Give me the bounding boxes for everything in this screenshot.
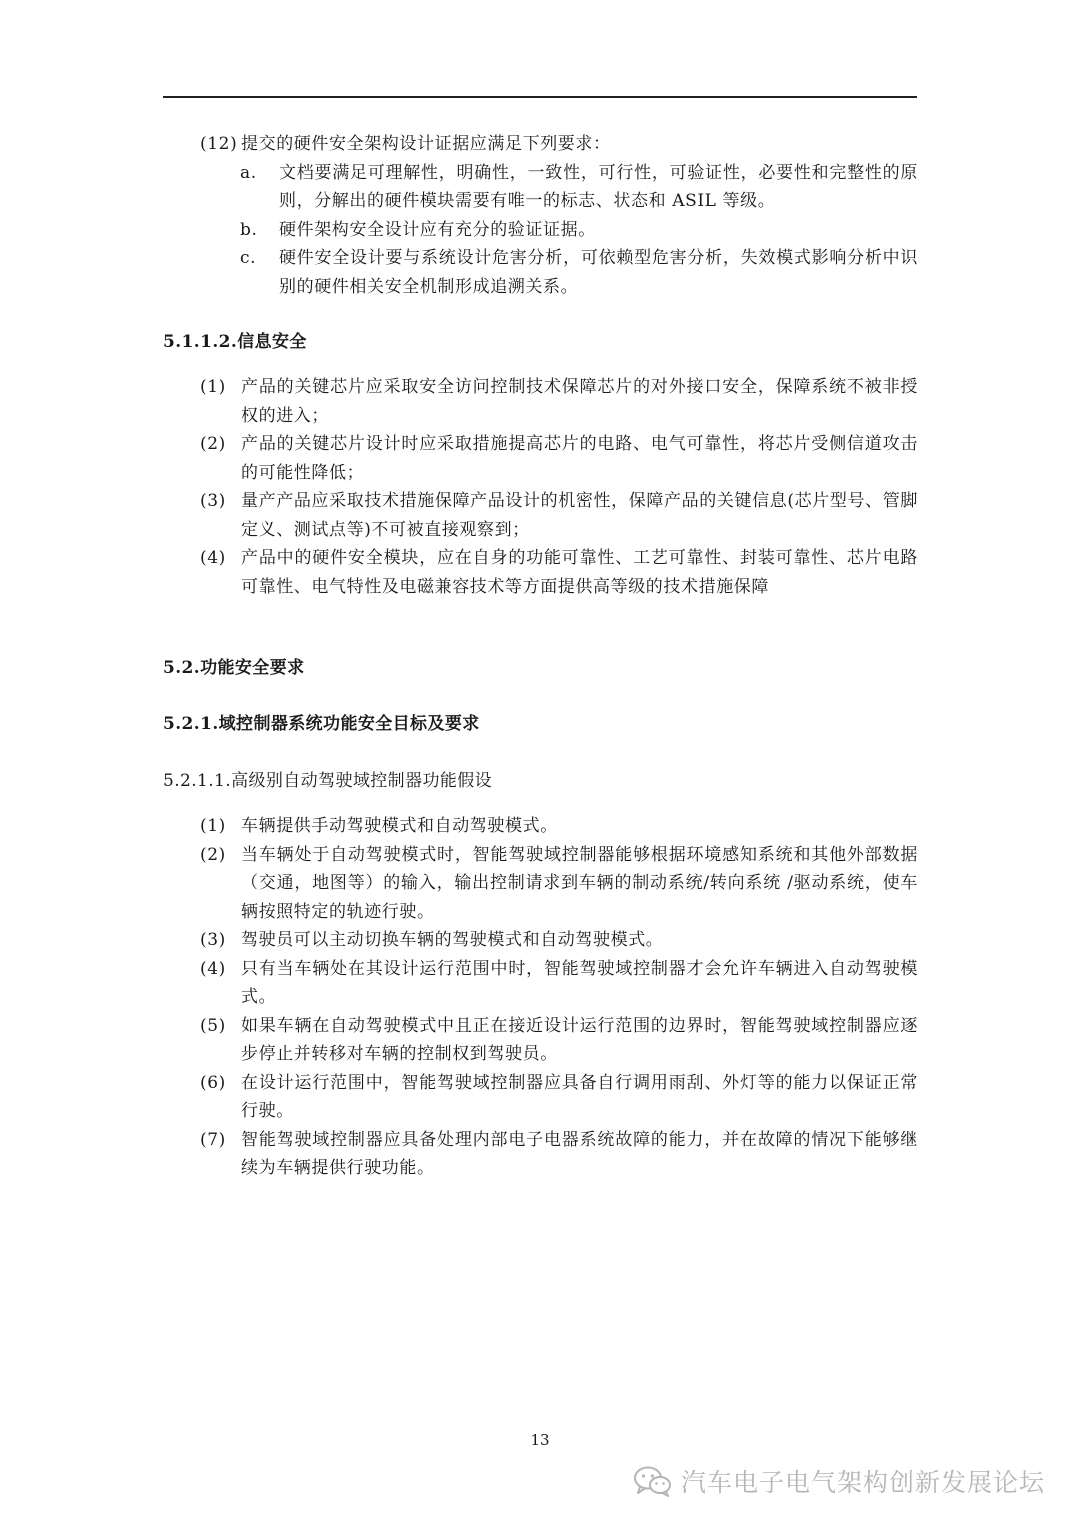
item-text: 产品的关键芯片应采取安全访问控制技术保障芯片的对外接口安全，保障系统不被非授权的进入； <box>241 377 918 426</box>
sub-item-b <box>163 216 918 245</box>
section-heading-52: 5.2.功能安全要求 <box>163 658 305 678</box>
item-text: 智能驾驶域控制器应具备处理内部电子电器系统故障的能力，并在故障的情况下能够继续为车辆提供行驶功能。 <box>241 1129 918 1178</box>
item-number: (1) <box>200 377 226 397</box>
item-number: (5) <box>200 1015 226 1036</box>
list-item <box>163 1126 918 1183</box>
watermark-text: 汽车电子电气架构创新发展论坛 <box>680 1468 1045 1497</box>
item-number: (3) <box>200 930 226 950</box>
list-item <box>163 1012 918 1069</box>
item-number: (4) <box>200 548 226 568</box>
item-number: (4) <box>200 958 226 979</box>
item-number: (7) <box>200 1129 226 1150</box>
list-item <box>163 430 918 487</box>
watermark <box>633 1463 1045 1499</box>
item-text: 提交的硬件安全架构设计证据应满足下列要求： <box>241 134 611 154</box>
item-text: 产品的关键芯片设计时应采取措施提高芯片的电路、电气可靠性，将芯片受侧信道攻击的可能性降低； <box>241 434 918 483</box>
sub-item-letter: a. <box>240 162 257 183</box>
list-item <box>163 812 918 841</box>
item-text: 驾驶员可以主动切换车辆的驾驶模式和自动驾驶模式。 <box>241 930 664 950</box>
list-item <box>163 1069 918 1126</box>
header-rule <box>163 96 917 98</box>
sub-item-c <box>163 244 918 301</box>
item-number: (2) <box>200 434 226 454</box>
sub-item-a <box>163 159 918 216</box>
wechat-icon <box>633 1465 673 1497</box>
item-number: (3) <box>200 491 226 511</box>
list-item-12 <box>163 130 918 159</box>
item-text: 车辆提供手动驾驶模式和自动驾驶模式。 <box>241 816 558 836</box>
list-item <box>163 544 918 601</box>
section-heading-5211: 5.2.1.1.高级别自动驾驶域控制器功能假设 <box>163 771 493 791</box>
item-text: 如果车辆在自动驾驶模式中且正在接近设计运行范围的边界时，智能驾驶域控制器应逐步停止并转移对车辆的控制权到驾驶员。 <box>241 1015 918 1064</box>
sub-item-letter: b. <box>240 219 258 240</box>
item-text: 只有当车辆处在其设计运行范围中时，智能驾驶域控制器才会允许车辆进入自动驾驶模式。 <box>241 958 918 1007</box>
sub-item-letter: c. <box>240 248 257 268</box>
page-number: 13 <box>530 1431 550 1449</box>
item-text: 当车辆处于自动驾驶模式时，智能驾驶域控制器能够根据环境感知系统和其他外部数据（交通，地图等）的输入，输出控制请求到车辆的制动系统/转向系统 /驱动系统，使车辆按照特定的轨迹行驶。 <box>241 844 918 922</box>
sub-item-text: 文档要满足可理解性，明确性，一致性，可行性，可验证性，必要性和完整性的原则，分解出的硬件模块需要有唯一的标志、状态和 ASIL 等级。 <box>279 162 918 211</box>
section-heading-521: 5.2.1.域控制器系统功能安全目标及要求 <box>163 714 480 734</box>
item-number: (1) <box>200 816 226 836</box>
list-item <box>163 487 918 544</box>
list-item <box>163 373 918 430</box>
sub-item-text: 硬件安全设计要与系统设计危害分析，可依赖型危害分析，失效模式影响分析中识别的硬件相关安全机制形成追溯关系。 <box>279 248 918 297</box>
list-item <box>163 841 918 927</box>
sub-item-text: 硬件架构安全设计应有充分的验证证据。 <box>279 219 596 240</box>
item-text: 产品中的硬件安全模块，应在自身的功能可靠性、工艺可靠性、封装可靠性、芯片电路可靠性、电气特性及电磁兼容技术等方面提供高等级的技术措施保障 <box>241 548 918 597</box>
list-item <box>163 926 918 955</box>
item-text: 在设计运行范围中，智能驾驶域控制器应具备自行调用雨刮、外灯等的能力以保证正常行驶。 <box>241 1072 918 1121</box>
item-number: (6) <box>200 1072 226 1093</box>
list-item <box>163 955 918 1012</box>
section-heading-5112: 5.1.1.2.信息安全 <box>163 332 307 352</box>
document-body <box>163 130 918 1183</box>
item-number: (2) <box>200 844 226 865</box>
item-text: 量产产品应采取技术措施保障产品设计的机密性，保障产品的关键信息(芯片型号、管脚定义、测试点等)不可被直接观察到； <box>241 491 918 540</box>
item-number: (12) <box>200 134 238 154</box>
